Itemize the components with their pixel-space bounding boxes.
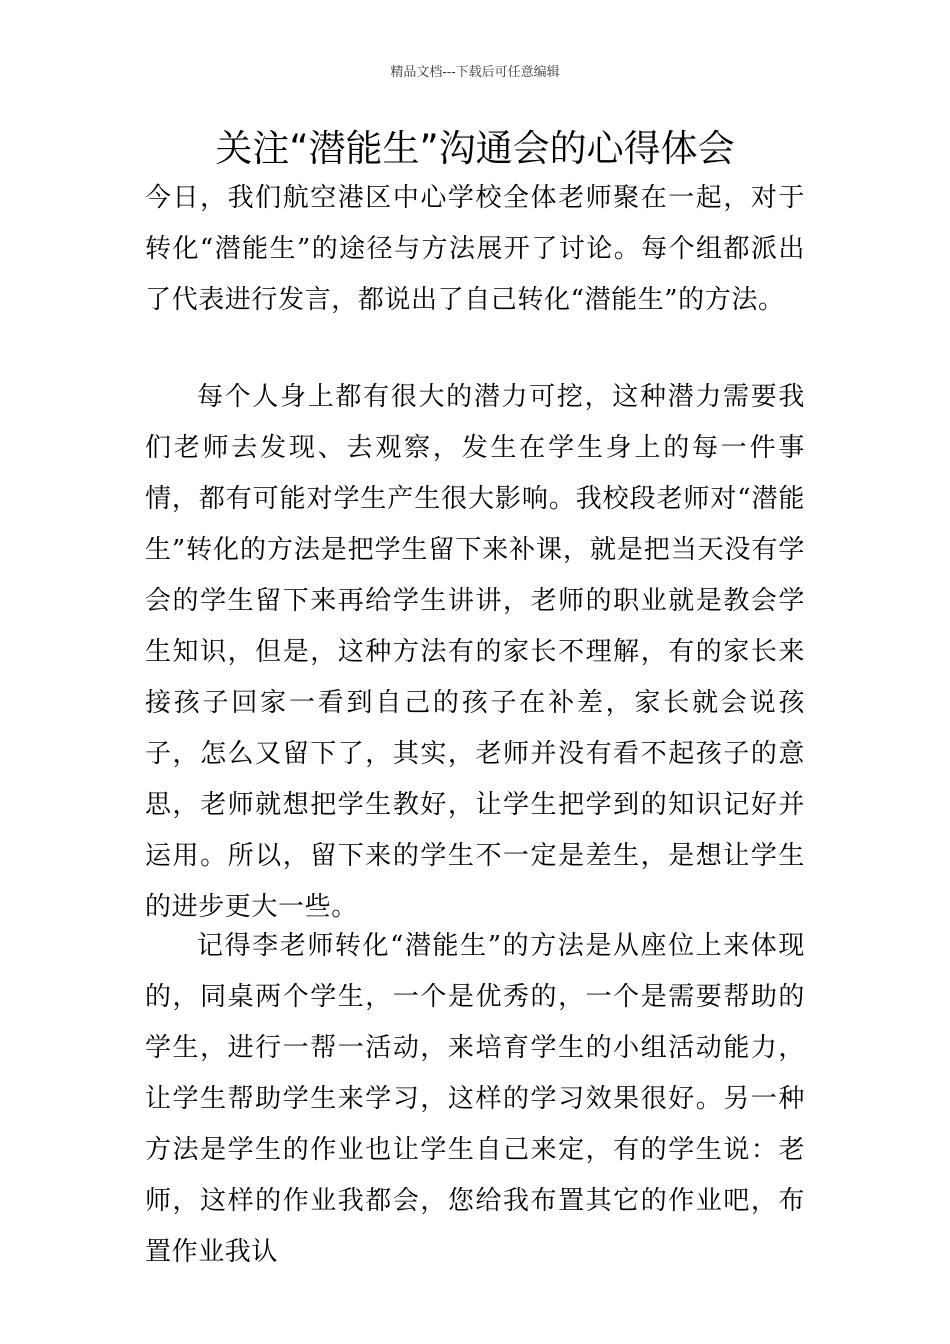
paragraph-potential: 每个人身上都有很大的潜力可挖，这种潜力需要我们老师去发现、去观察，发生在学生身上的每一件事情，都有可能对学生产生很大影响。我校段老师对“潜能生”转化的方法是把学生留下来补课，就是把当天没有学会的学生留下来再给学生讲讲，老师的职业就是教会学生知识，但是，这种方法有的家长不理解，有的家长来接孩子回家一看到自己的孩子在补差，家长就会说孩子，怎么又留下了，其实，老师并没有看不起孩子的意思，老师就想把学生教好，让学生把学到的知识记好并运用。所以，留下来的学生不一定是差生，是想让学生的进步更大一些。 bbox=[145, 382, 805, 922]
paragraph-teacher-li: 记得李老师转化“潜能生”的方法是从座位上来体现的，同桌两个学生，一个是优秀的，一个是需要帮助的学生，进行一帮一活动，来培育学生的小组活动能力，让学生帮助学生来学习，这样的学习效果很好。另一种方法是学生的作业也让学生自己来定，有的学生说：老师，这样的作业我都会，您给我布置其它的作业吧，布置作业我认 bbox=[145, 931, 805, 1267]
header-note: 精品文档---下载后可任意编辑 bbox=[390, 65, 560, 80]
document-title: 关注“潜能生”沟通会的心得体会 bbox=[215, 127, 735, 170]
paragraph-intro: 今日，我们航空港区中心学校全体老师聚在一起，对于转化“潜能生”的途径与方法展开了讨论。每个组都派出了代表进行发言，都说出了自己转化“潜能生”的方法。 bbox=[145, 183, 805, 315]
